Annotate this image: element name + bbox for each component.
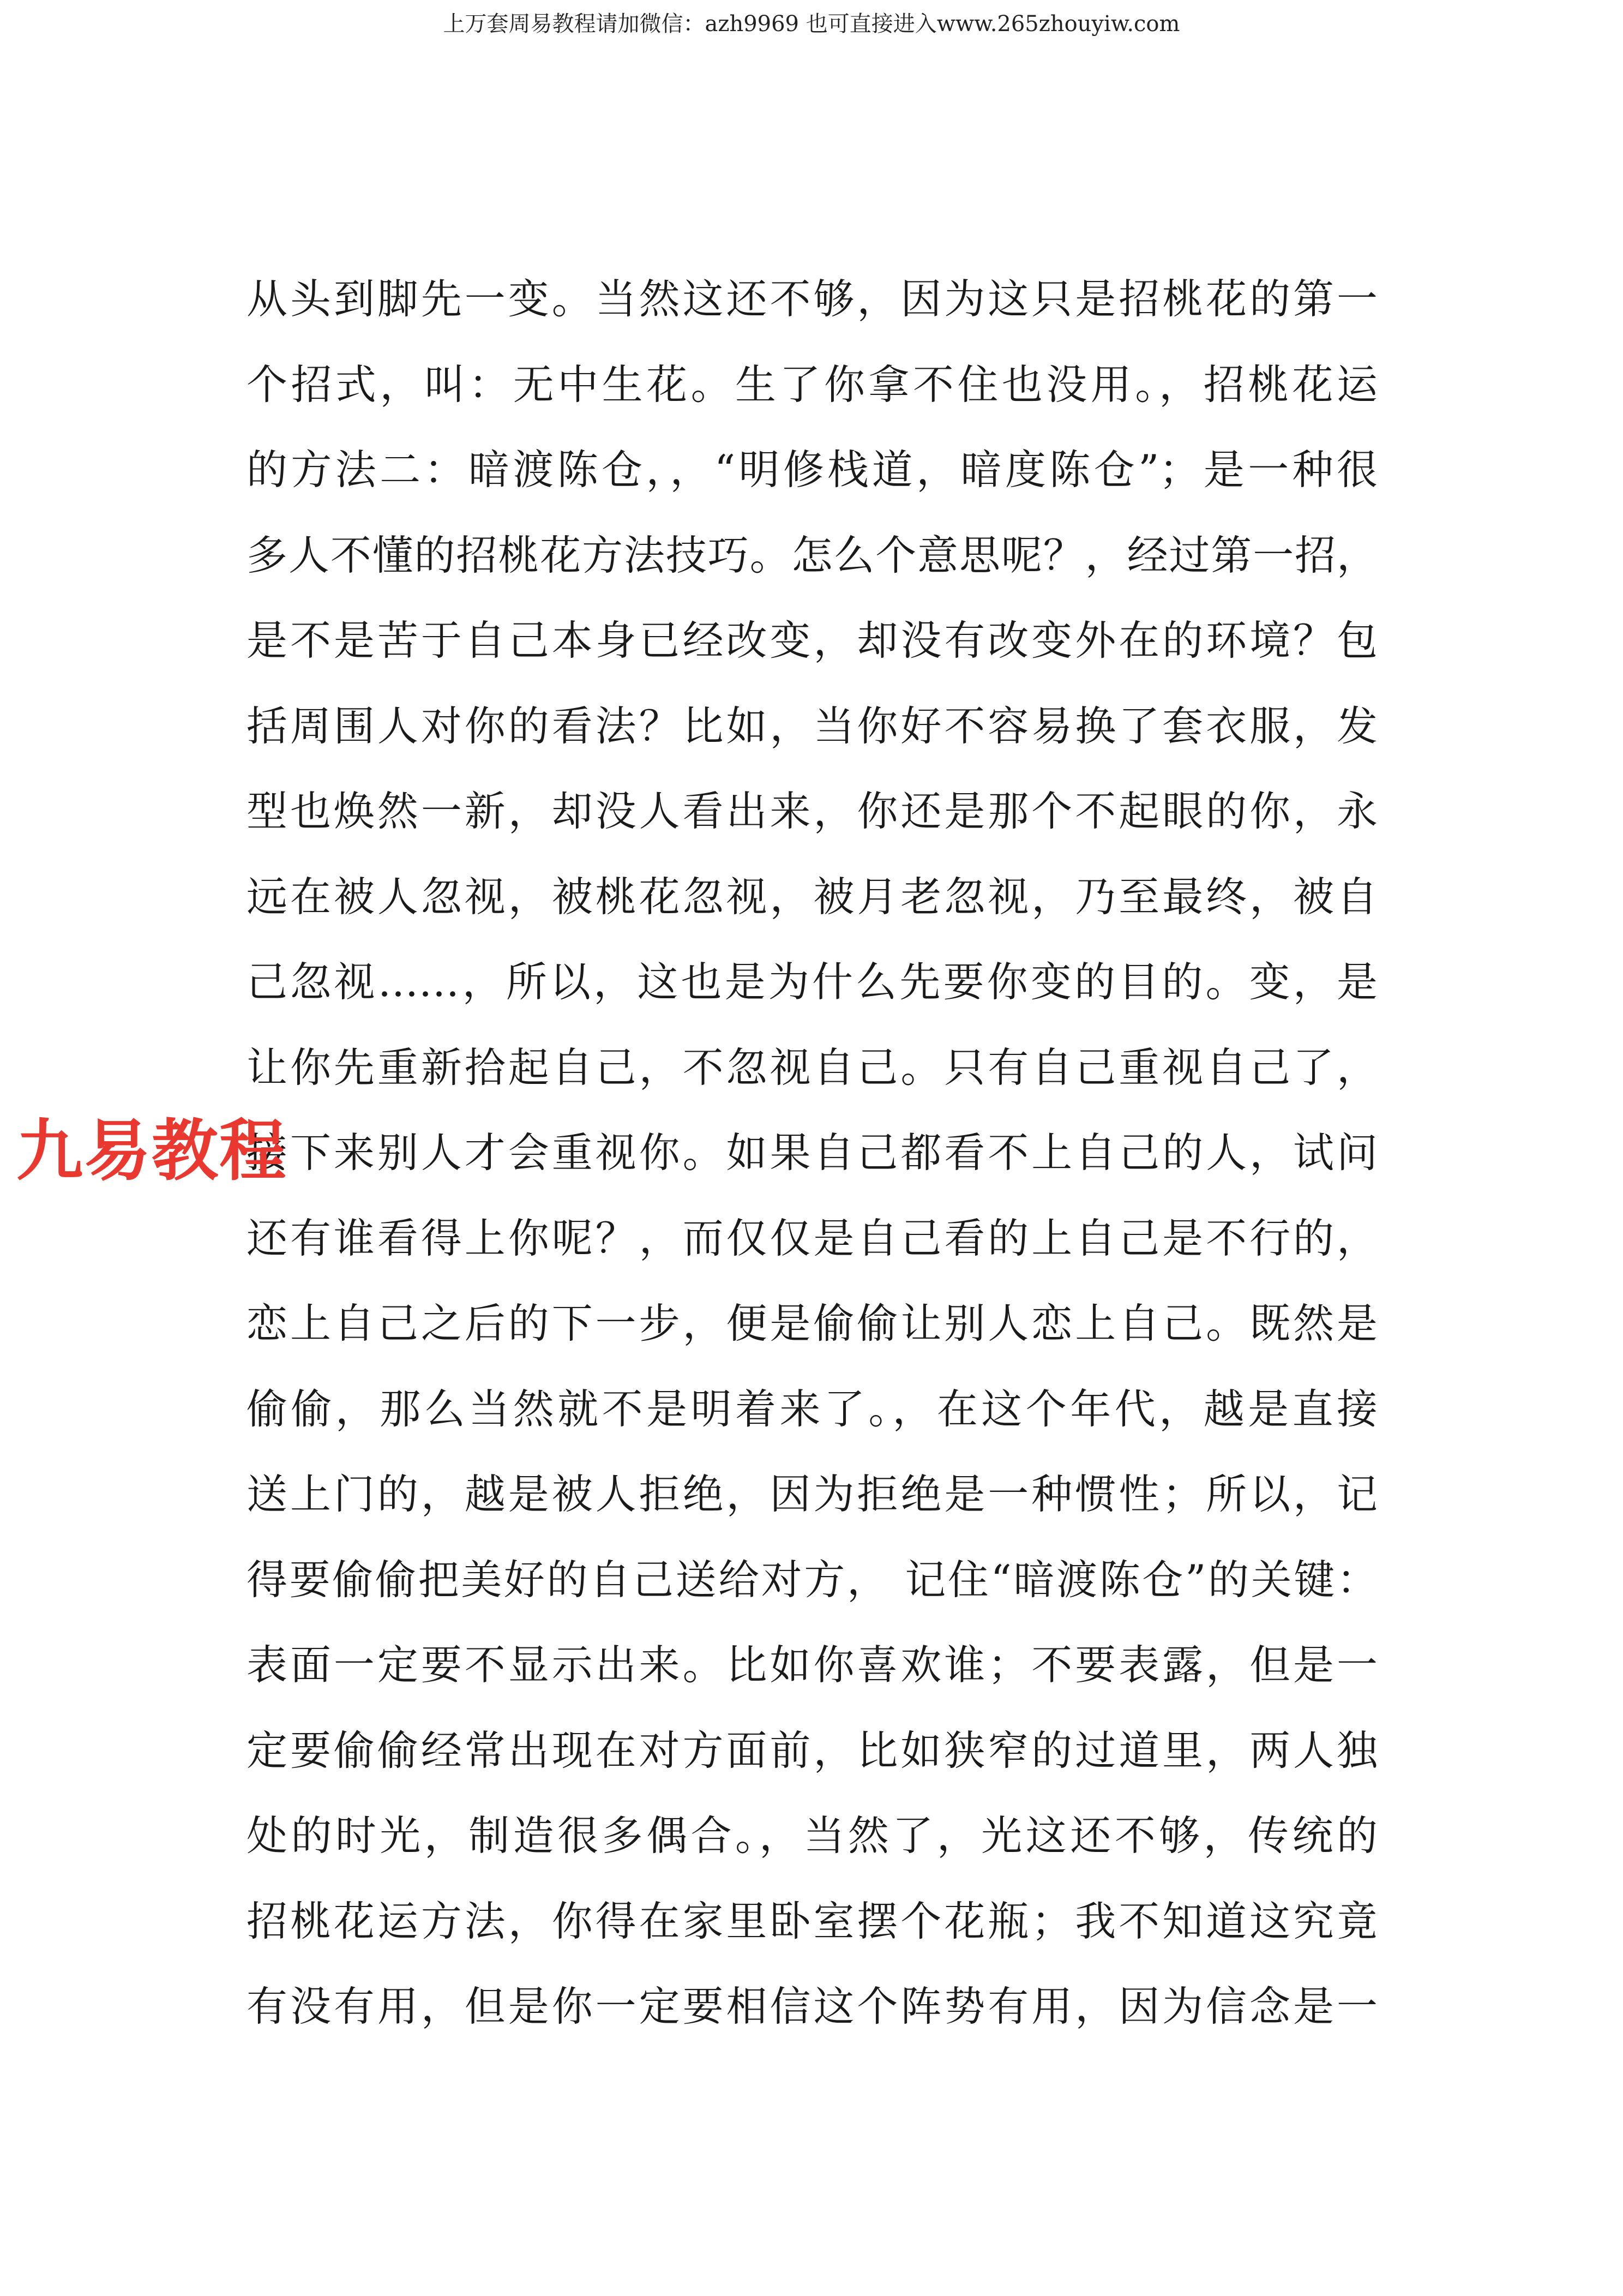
body-line: 恋上自己之后的下一步，便是偷偷让别人恋上自己。既然是 bbox=[247, 1299, 1378, 1347]
body-paragraph bbox=[247, 256, 1378, 2049]
body-line: 的方法二：暗渡陈仓，，“明修栈道，暗度陈仓”；是一种很 bbox=[247, 446, 1378, 494]
body-line: 型也焕然一新，却没人看出来，你还是那个不起眼的你，永 bbox=[247, 787, 1378, 835]
body-line: 处的时光，制造很多偶合。，当然了，光这还不够，传统的 bbox=[247, 1812, 1378, 1860]
body-line: 送上门的，越是被人拒绝，因为拒绝是一种惯性；所以，记 bbox=[247, 1470, 1378, 1518]
page-header-text: 上万套周易教程请加微信：azh9969 也可直接进入www.265zhouyiw.com bbox=[443, 11, 1180, 37]
watermark-logo-text: 九易教程 bbox=[16, 1112, 287, 1190]
body-line: 从头到脚先一变。当然这还不够，因为这只是招桃花的第一 bbox=[247, 275, 1378, 323]
body-line: 得要偷偷把美好的自己送给对方， 记住“暗渡陈仓”的关键： bbox=[247, 1555, 1378, 1604]
body-line: 表面一定要不显示出来。比如你喜欢谁；不要表露，但是一 bbox=[247, 1641, 1378, 1689]
body-line: 偷偷，那么当然就不是明着来了。，在这个年代，越是直接 bbox=[247, 1384, 1378, 1433]
body-line: 个招式，叫：无中生花。生了你拿不住也没用。，招桃花运 bbox=[247, 360, 1378, 409]
body-line: 招桃花运方法，你得在家里卧室摆个花瓶；我不知道这究竟 bbox=[247, 1897, 1378, 1945]
body-line: 还有谁看得上你呢？，而仅仅是自己看的上自己是不行的， bbox=[247, 1214, 1378, 1262]
body-line: 己忽视……，所以，这也是为什么先要你变的目的。变，是 bbox=[247, 958, 1378, 1006]
body-line: 括周围人对你的看法？比如，当你好不容易换了套衣服，发 bbox=[247, 702, 1378, 750]
body-line: 有没有用，但是你一定要相信这个阵势有用，因为信念是一 bbox=[247, 1982, 1378, 2030]
body-line: 远在被人忽视，被桃花忽视，被月老忽视，乃至最终，被自 bbox=[247, 872, 1378, 921]
body-line: 让你先重新拾起自己，不忽视自己。只有自己重视自己了， bbox=[247, 1043, 1378, 1092]
body-line: 接下来别人才会重视你。如果自己都看不上自己的人，试问 bbox=[247, 1129, 1378, 1177]
body-line: 多人不懂的招桃花方法技巧。怎么个意思呢？，经过第一招， bbox=[247, 531, 1378, 579]
body-line: 定要偷偷经常出现在对方面前，比如狭窄的过道里，两人独 bbox=[247, 1726, 1378, 1775]
body-line: 是不是苦于自己本身已经改变，却没有改变外在的环境？包 bbox=[247, 616, 1378, 664]
